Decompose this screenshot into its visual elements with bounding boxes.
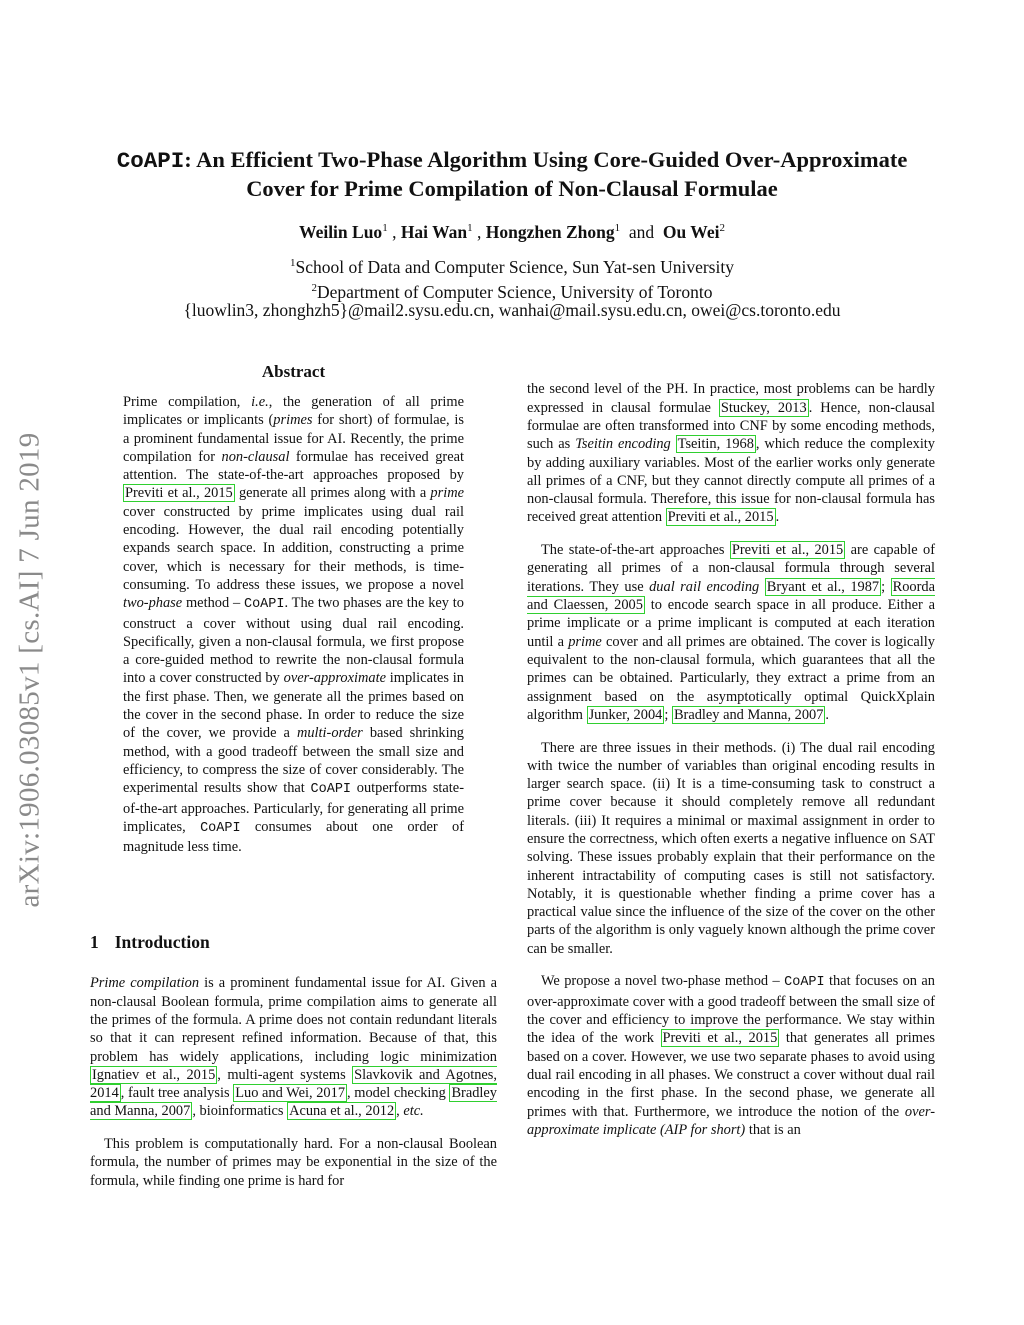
author-list: Weilin Luo$^1$ , Hai Wan$^1$ , Hongzhen Zhong$^1$ and Ou Wei$^2$: [299, 222, 725, 242]
citation-link[interactable]: Bradley and Manna, 2007: [90, 1085, 497, 1120]
citation-link[interactable]: Slavkovik and Agotnes, 2014: [90, 1066, 497, 1102]
abstract-heading: Abstract: [261, 362, 326, 381]
affiliation: $^1$School of Data and Computer Science, Sun Yat-sen University: [290, 256, 734, 277]
citation-link[interactable]: Previti et al., 2015: [731, 542, 844, 559]
affiliations: [0, 253, 1024, 303]
author-emails: {luowlin3, zhonghzh5}@mail2.sysu.edu.cn, wanhai@mail.sysu.edu.cn, owei@cs.toronto.edu: [183, 300, 841, 320]
citation-link[interactable]: Junker, 2004: [588, 706, 663, 723]
citation-link[interactable]: Previti et al., 2015: [125, 485, 233, 502]
author-name: Ou Wei: [662, 222, 720, 242]
citation-link[interactable]: Roorda and Claessen, 2005: [527, 578, 935, 614]
citation-link[interactable]: Previti et al., 2015: [667, 509, 774, 526]
citation-link[interactable]: Acuna et al., 2012: [289, 1103, 395, 1120]
citation-link[interactable]: Ignatiev et al., 2015: [92, 1066, 216, 1083]
citation-link[interactable]: Previti et al., 2015: [662, 1030, 778, 1047]
citation-link[interactable]: Luo and Wei, 2017: [235, 1085, 346, 1102]
arxiv-stamp: arXiv:1906.03085v1 [cs.AI] 7 Jun 2019: [13, 432, 46, 908]
author-name: Hai Wan: [400, 222, 468, 242]
affiliation: $^2$Department of Computer Science, University of Toronto: [311, 281, 713, 302]
title-system-name: CoAPI: [116, 148, 185, 174]
paper-title: CoAPI: An Efficient Two-Phase Algorithm Using Core-Guided Over-Approximate Cover for Prime Compilation of Non-Clausal Formulae: [116, 147, 908, 201]
introduction-body: [90, 960, 497, 1204]
citation-link[interactable]: Bryant et al., 1987: [766, 578, 880, 595]
author-name: Weilin Luo: [299, 222, 383, 242]
paragraph: Prime compilation is a prominent fundamental issue for AI. Given a non-clausal Boolean formula, prime compilation aims to generate all the primes of the formula. A prime does not contain redundant literals so that it can represent refined information. Because of that, this problem has widely applications, including logic minimization Ignatiev et al., 2015 , multi-agent systems Slavkovik and Agotnes, 2014 , fault tree analysis Luo and Wei, 2017 , model checking Bradley and Manna, 2007 , bioinformatics Acuna et al., 2012 , etc.: [90, 975, 498, 1120]
author-name: Hongzhen Zhong: [485, 222, 615, 242]
citation-link[interactable]: Stuckey, 2013: [720, 399, 807, 416]
citation-link[interactable]: Bradley and Manna, 2007: [673, 706, 824, 723]
right-column-body: [527, 366, 935, 1154]
paragraph: the second level of the PH. In practice, most problems can be hardly expressed in clausal formulae Stuckey, 2013 . Hence, non-clausal formulae are often transformed into CNF by some encoding methods, such as Tseitin encoding Tseitin, 1968 , which reduce the complexity by adding auxiliary variables. Most of the earlier works only generate all primes of a CNF, but they cannot directly compute all primes of a non-clausal formula. Therefore, this issue for non-clausal formula has received great attention Previti et al., 2015 .: [527, 381, 936, 526]
paragraph: There are three issues in their methods. (i) The dual rail encoding with twice the number of variables than original encoding results in larger search space. (ii) It is a time-consuming task to construct a prime cover because it should completely remove all redundant literals. (iii) It requires a minimal or maximal assignment in order to ensure the correctness, which often exerts a negative influence on SAT solving. These issues probably explain that their performance on the inherent intractability of computing cases is still not satisfactory. Notably, it is questionable whether finding a prime cover has a practical value since the influence of the size of the cover on the other parts of the algorithm is only vaguely known although the prime cover can be smaller.: [527, 739, 935, 957]
paragraph: The state-of-the-art approaches Previti et al., 2015 are capable of generating all primes of a non-clausal formula through several iterations. They use dual rail encoding Bryant et al., 1987 ; Roorda and Claessen, 2005 to encode search space in all produce. Either a prime implicate or a prime implicant is computed at each iteration until a prime cover and all primes are obtained. The cover is logically equivalent to the non-clausal formula, which guarantees that all the primes can be obtained. Particularly, they extract a prime from an assignment based on the asymptotically optimal QuickXplain algorithm Junker, 2004 ; Bradley and Manna, 2007 .: [527, 542, 935, 723]
citation-link[interactable]: Tseitin, 1968: [677, 436, 754, 453]
paragraph: We propose a novel two-phase method – CoAPI that focuses on an over-approximate cover with a good tradeoff between the small size of the cover and efficiency to improve the performance. We stay within the idea of the work Previti et al., 2015 that generates all primes based on a cover. However, we use two separate phases to avoid using dual rail encoding in all phases. We construct a cover without dual rail encoding in the first phase. In the second phase, we generate all primes with that. Furthermore, we introduce the notion of the over-approximate implicate (AIP for short) that is an: [527, 973, 935, 1138]
abstract-body: Prime compilation, i.e., the generation of all prime implicates or implicants (primes for short) of formulae, is a prominent fundamental issue for AI. Recently, the prime compilation for non-clausal formulae has received great attention. The state-of-the-art approaches proposed by Previti et al., 2015 generate all primes along with a prime cover constructed by prime implicates using dual rail encoding. However, the dual rail encoding potentially expands search space. In addition, constructing a prime cover, which is necessary for their methods, is time-consuming. To address these issues, we propose a novel two-phase method – CoAPI. The two phases are the key to construct a cover without using dual rail encoding. Specifically, given a non-clausal formula, we first propose a core-guided method to rewrite the non-clausal formula into a cover constructed by over-approximate implicates in the first phase. Then, we generate all the primes based on the cover in the second phase. In order to reduce the size of the cover, we provide a multi-order based shrinking method, with a good tradeoff between the small size and efficiency, to compress the size of cover considerably. The experimental results show that CoAPI outperforms state-of-the-art approaches. Particularly, for generating all prime implicates, CoAPI consumes about one order of magnitude less time.: [123, 394, 465, 856]
section-heading-introduction: 1 Introduction: [90, 932, 210, 952]
paragraph: This problem is computationally hard. For a non-clausal Boolean formula, the number of primes may be exponential in the size of the formula, while finding one prime is hard for: [90, 1136, 497, 1189]
